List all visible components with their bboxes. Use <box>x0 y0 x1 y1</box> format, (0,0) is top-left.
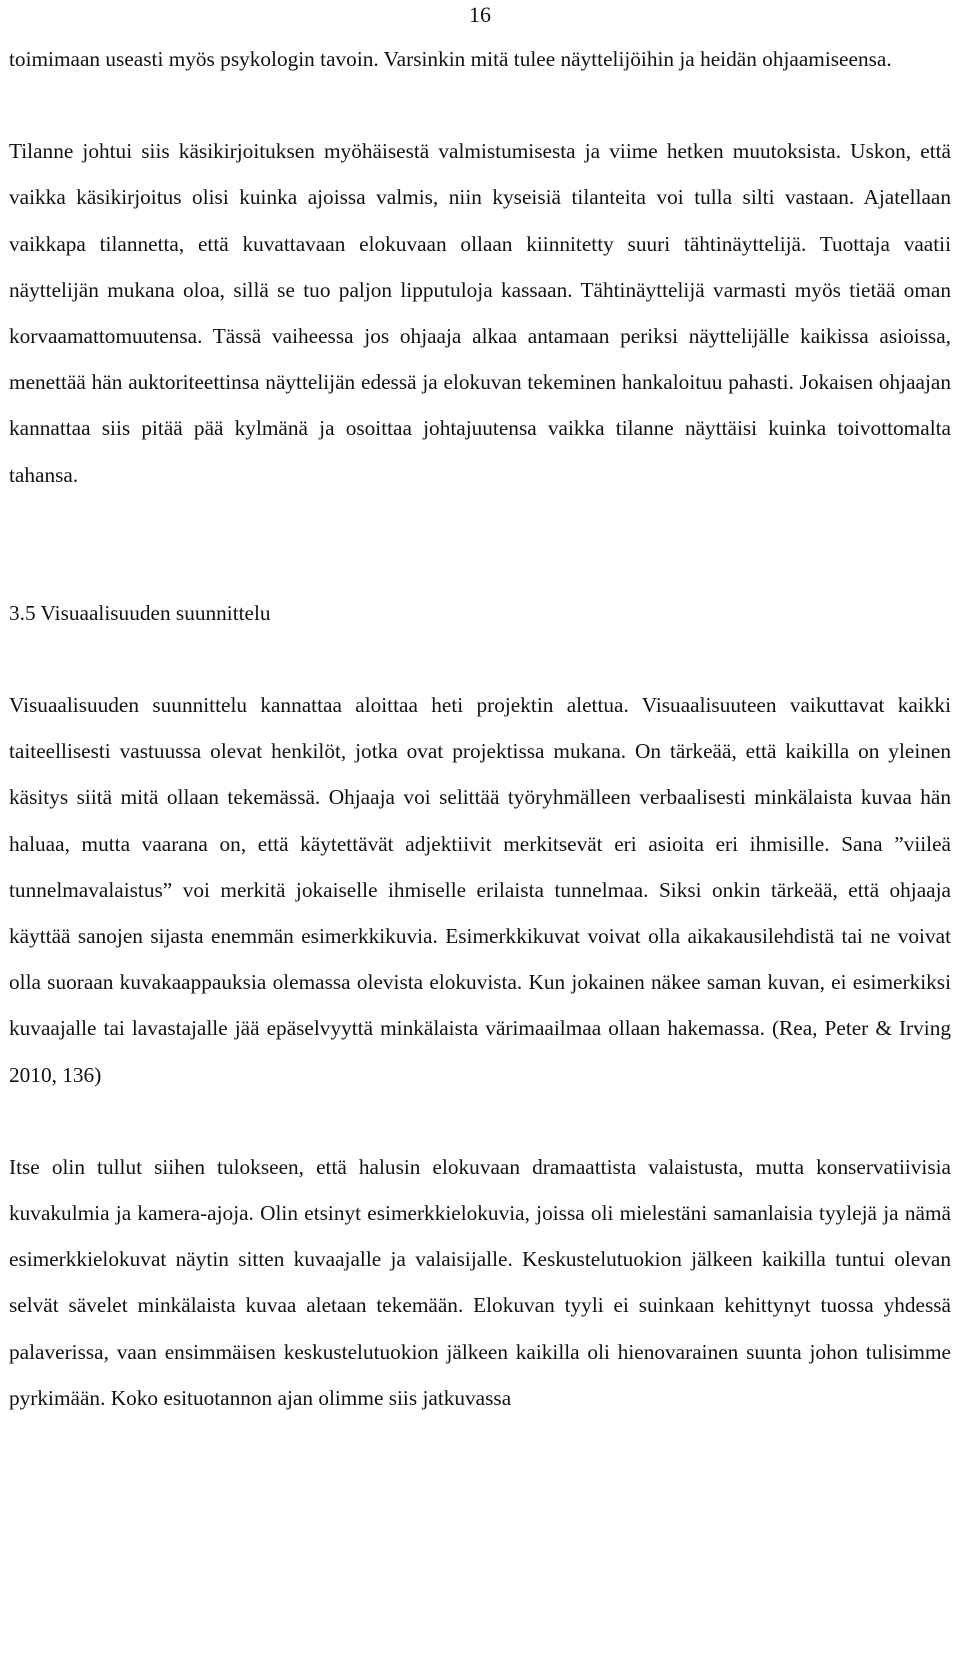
section-heading: 3.5 Visuaalisuuden suunnittelu <box>9 600 271 625</box>
paragraph-continuation: toimimaan useasti myös psykologin tavoin. Varsinkin mitä tulee näyttelijöihin ja heidän ohjaamiseensa. <box>9 47 892 71</box>
paragraph-visual-planning: Visuaalisuuden suunnittelu kannattaa aloittaa heti projektin alettua. Visuaalisuuteen vaikuttavat kaikki taiteellisesti vastuussa olevat henkilöt, jotka ovat projektissa mukana. On tärkeää, että kaikilla on yleinen käsitys siitä mitä ollaan tekemässä. Ohjaaja voi selittää työryhmälleen verbaalisesti minkälaista kuvaa hän haluaa, mutta vaarana on, että käytettävät adjektiivit merkitsevät eri asioita eri ihmisille. Sana ”viileä tunnelmavalaistus” voi merkitä jokaiselle ihmiselle erilaista tunnelmaa. Siksi onkin tärkeää, että ohjaaja käyttää sanojen sijasta enemmän esimerkkikuvia. Esimerkkikuvat voivat olla aikakausilehdistä tai ne voivat olla suoraan kuvakaappauksia olemassa olevista elokuvista. Kun jokainen näkee saman kuvan, ei esimerkiksi kuvaajalle tai lavastajalle jää epäselvyyttä minkälaista värimaailmaa ollaan hakemassa. (Rea, Peter & Irving 2010, 136) <box>9 693 951 1087</box>
paragraph-situation: Tilanne johtui siis käsikirjoituksen myöhäisestä valmistumisesta ja viime hetken muutoksista. Uskon, että vaikka käsikirjoitus olisi kuinka ajoissa valmis, niin kyseisiä tilanteita voi tulla silti vastaan. Ajatellaan vaikkapa tilannetta, että kuvattavaan elokuvaan ollaan kiinnitetty suuri tähtinäyttelijä. Tuottaja vaatii näyttelijän mukana oloa, sillä se tuo paljon lipputuloja kassaan. Tähtinäyttelijä varmasti myös tietää oman korvaamattomuutensa. Tässä vaiheessa jos ohjaaja alkaa antamaan periksi näyttelijälle kaikissa asioissa, menettää hän auktoriteettinsa näyttelijän edessä ja elokuvan tekeminen hankaloituu pahasti. Jokaisen ohjaajan kannattaa siis pitää pää kylmänä ja osoittaa johtajuutensa vaikka tilanne näyttäisi kuinka toivottomalta tahansa. <box>9 139 951 487</box>
paragraph-own-approach: Itse olin tullut siihen tulokseen, että halusin elokuvaan dramaattista valaistusta, mutta konservatiivisia kuvakulmia ja kamera-ajoja. Olin etsinyt esimerkkielokuvia, joissa oli mielestäni samanlaisia tyylejä ja nämä esimerkkielokuvat näytin sitten kuvaajalle ja valaisijalle. Keskustelutuokion jälkeen kaikilla tuntui olevan selvät sävelet minkälaista kuvaa aletaan tekemään. Elokuvan tyyli ei suinkaan kehittynyt tuossa yhdessä palaverissa, vaan ensimmäisen keskustelutuokion jälkeen kaikilla oli hienovarainen suunta johon tulisimme pyrkimään. Koko esituotannon ajan olimme siis jatkuvassa <box>9 1154 951 1410</box>
document-body <box>9 36 951 1421</box>
page-number: 16 <box>469 2 491 27</box>
